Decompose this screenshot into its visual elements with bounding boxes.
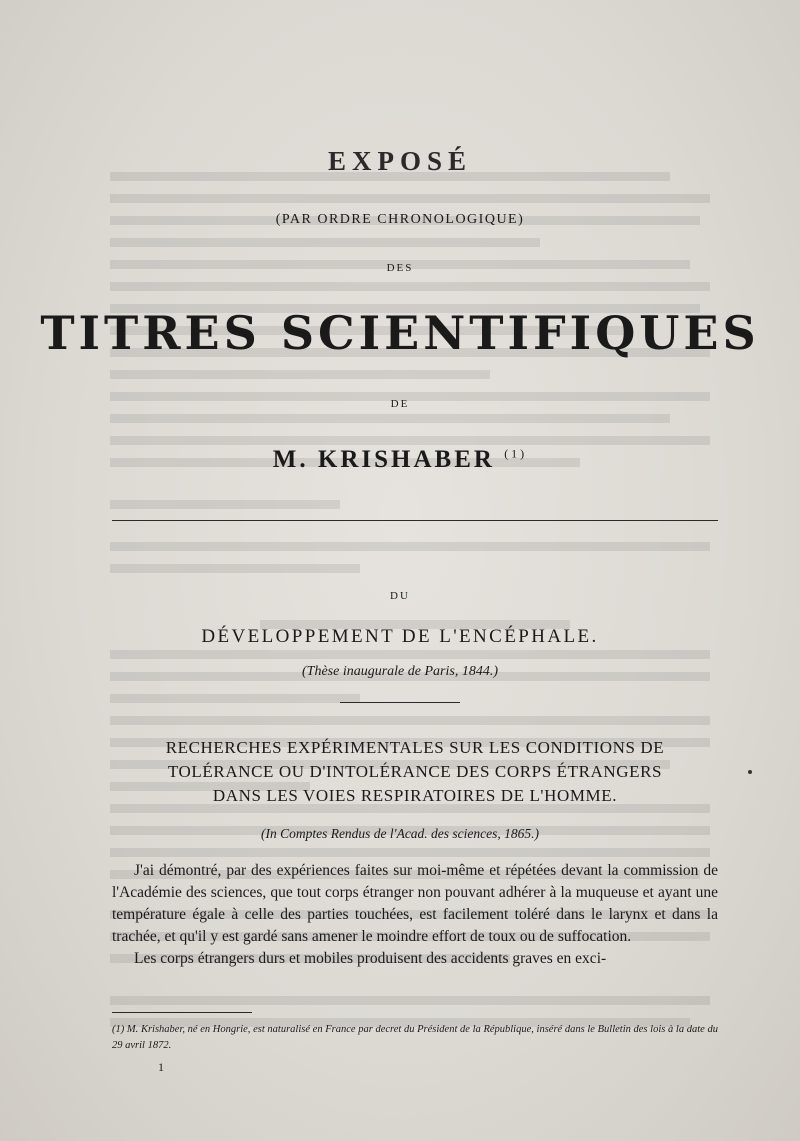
section-title-line-1: RECHERCHES EXPÉRIMENTALES SUR LES CONDITIONS DE	[165, 738, 665, 757]
footnote-rule	[112, 1012, 252, 1013]
divider-rule	[112, 520, 718, 521]
bleed-through-line	[110, 564, 360, 573]
section-subtitle-these: (Thèse inaugurale de Paris, 1844.)	[302, 664, 498, 679]
bleed-through-line	[110, 542, 710, 551]
heading-expose: EXPOSÉ	[327, 146, 473, 176]
subheading-chronological: (PAR ORDRE CHRONOLOGIQUE)	[275, 212, 525, 227]
bleed-through-line	[110, 500, 340, 509]
bleed-through-line	[110, 848, 710, 857]
bleed-through-line	[110, 370, 490, 379]
word-de: DE	[390, 398, 410, 410]
section-title-line-2: TOLÉRANCE OU D'INTOLÉRANCE DES CORPS ÉTRANGERS	[167, 762, 663, 781]
section-title-recherches	[110, 736, 720, 808]
body-text	[112, 860, 718, 970]
author-name	[0, 446, 800, 474]
footnote: (1) M. Krishaber, né en Hongrie, est naturalisé en France par decret du Président de la République, inséré dans le Bulletin des lois à la date du 29 avril 1872.	[112, 1024, 718, 1051]
section-subtitle-comptes-rendus: (In Comptes Rendus de l'Acad. des sciences, 1865.)	[260, 826, 540, 841]
bleed-through-line	[110, 996, 710, 1005]
bleed-through-line	[110, 194, 710, 203]
section-title-encephale: DÉVELOPPEMENT DE L'ENCÉPHALE.	[201, 626, 599, 647]
bleed-through-line	[110, 716, 710, 725]
page-number: 1	[158, 1060, 164, 1074]
bleed-through-line	[110, 414, 670, 423]
paragraph: Les corps étrangers durs et mobiles produisent des accidents graves en exci-	[134, 950, 607, 967]
author-footnote-mark: (1)	[504, 446, 528, 461]
bleed-through-line	[110, 238, 540, 247]
word-des: DES	[386, 262, 414, 274]
bleed-through-line	[110, 436, 710, 445]
author-name-text: M. KRISHABER	[272, 446, 495, 473]
bleed-through-line	[110, 650, 710, 659]
main-title: TITRES SCIENTIFIQUES	[40, 306, 760, 360]
short-rule	[340, 702, 460, 703]
bleed-through-line	[110, 282, 710, 291]
ink-speck	[748, 770, 752, 774]
word-du: DU	[390, 590, 410, 602]
bleed-through-line	[110, 694, 360, 703]
paragraph: J'ai démontré, par des expériences faites sur moi-même et répétées devant la commission de l'Académie des sciences, que tout corps étranger non pouvant adhérer à la muqueuse et ayant une température égale à celle des parties touchées, est facilement toléré dans le larynx et dans la trachée, et qu'il y est gardé sans amener le moindre effort de toux ou de suffocation.	[112, 862, 718, 945]
section-title-line-3: DANS LES VOIES RESPIRATOIRES DE L'HOMME.	[212, 786, 618, 805]
